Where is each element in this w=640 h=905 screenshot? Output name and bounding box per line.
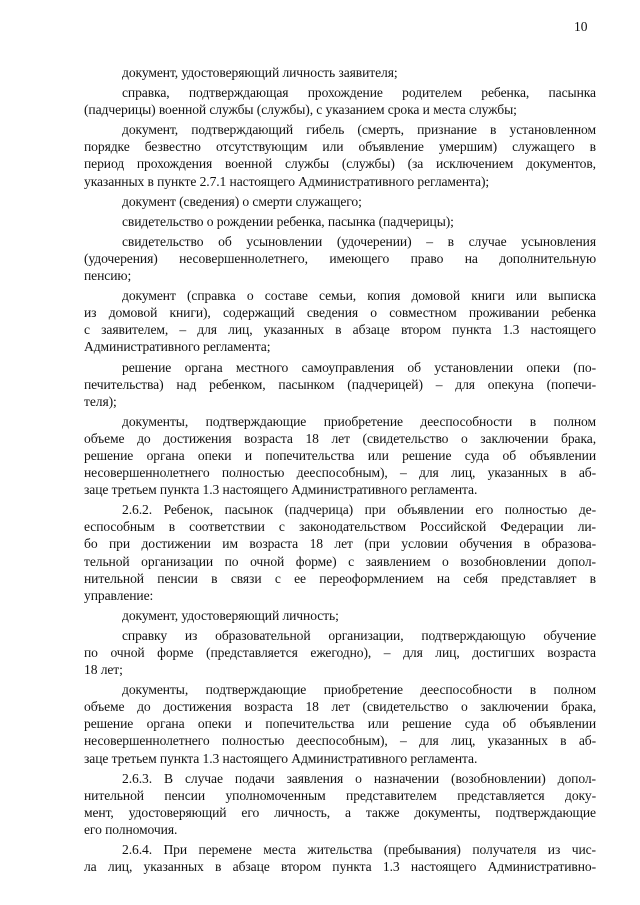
text-line: свидетельство об усыновлении (удочерении) – в случае усыновления <box>122 233 596 249</box>
text-line: теля); <box>84 393 117 409</box>
paragraph <box>84 287 596 355</box>
text-line: документ, удостоверяющий личность; <box>122 607 339 623</box>
text-line: еспособным в соответствии с законодательством Российской Федерации ли- <box>84 519 596 535</box>
document-body <box>84 64 596 878</box>
paragraph <box>84 213 596 230</box>
text-line: решение органа опеки и попечительства или решение суда об объявлении <box>84 447 596 463</box>
text-line: документ, удостоверяющий личность заявителя; <box>122 65 398 80</box>
page-number: 10 <box>574 19 588 34</box>
paragraph <box>84 627 596 678</box>
text-line: 18 лет; <box>84 662 123 678</box>
text-line: указанных в пункте 2.7.1 настоящего Административного регламента); <box>84 173 490 189</box>
text-line: порядке безвестно отсутствующим или объявление умершим) служащего в <box>84 139 596 155</box>
text-line: нительной пенсии уполномоченным представителем представляется доку- <box>84 787 596 803</box>
text-line: документ (справка о составе семьи, копия домовой книги или выписка <box>122 288 596 304</box>
paragraph <box>84 681 596 766</box>
text-line: 2.6.4. При перемене места жительства (пребывания) получателя из чис- <box>122 842 596 858</box>
paragraph <box>84 193 596 210</box>
text-line: управление: <box>84 587 154 603</box>
text-line: свидетельство о рождении ребенка, пасынка (падчерицы); <box>122 213 454 229</box>
text-line: (удочерения) несовершеннолетнего, имеющего право на дополнительную <box>84 250 596 266</box>
paragraph <box>84 413 596 498</box>
paragraph <box>84 841 596 875</box>
paragraph <box>84 84 596 118</box>
text-line: тельной организации по очной форме) с заявлением о возобновлении допол- <box>84 553 596 569</box>
text-line: период прохождения военной службы (службы) (за исключением документов, <box>84 156 596 172</box>
text-line: бо при достижении им возраста 18 лет (при условии обучения в образова- <box>84 536 596 552</box>
text-line: заце третьем пункта 1.3 настоящего Административного регламента. <box>84 482 478 498</box>
text-line: документ (сведения) о смерти служащего; <box>122 193 362 209</box>
paragraph <box>84 501 596 604</box>
text-line: несовершеннолетнего полностью дееспособным), – для лиц, указанных в аб- <box>84 733 596 749</box>
text-line: пенсию; <box>84 268 132 284</box>
paragraph <box>84 770 596 838</box>
text-line: его полномочия. <box>84 821 178 837</box>
text-line: ла лиц, указанных в абзаце втором пункта 1.3 настоящего Административно- <box>84 859 596 875</box>
paragraph <box>84 607 596 624</box>
text-line: Административного регламента; <box>84 339 271 355</box>
text-line: решение органа местного самоуправления об установлении опеки (по- <box>122 359 596 375</box>
text-line: объеме до достижения возраста 18 лет (свидетельство о заключении брака, <box>84 699 596 715</box>
text-line: печительства) над ребенком, пасынком (падчерицей) – для опекуна (попечи- <box>84 376 596 392</box>
paragraph <box>84 64 596 81</box>
text-line: документ, подтверждающий гибель (смерть, признание в установленном <box>122 122 596 138</box>
text-line: документы, подтверждающие приобретение дееспособности в полном <box>122 682 596 698</box>
text-line: 2.6.2. Ребенок, пасынок (падчерица) при объявлении его полностью де- <box>122 502 596 518</box>
text-line: из домовой книги), содержащий сведения о совместном проживании ребенка <box>84 305 596 321</box>
text-line: с заявителем, – для лиц, указанных в абзаце втором пункта 1.3 настоящего <box>84 322 596 338</box>
text-line: объеме до достижения возраста 18 лет (свидетельство о заключении брака, <box>84 430 596 446</box>
text-line: решение органа опеки и попечительства или решение суда об объявлении <box>84 716 596 732</box>
text-line: документы, подтверждающие приобретение дееспособности в полном <box>122 413 596 429</box>
paragraph <box>84 359 596 410</box>
paragraph <box>84 121 596 189</box>
text-line: по очной форме (представляется ежегодно), – для лиц, достигших возраста <box>84 645 596 660</box>
text-line: мент, удостоверяющий его личность, а также документы, подтверждающие <box>84 804 596 820</box>
text-line: справка, подтверждающая прохождение родителем ребенка, пасынка <box>122 85 596 101</box>
paragraph <box>84 233 596 284</box>
text-line: нительной пенсии в связи с ее переоформлением на себя представляет в <box>84 570 596 586</box>
text-line: справку из образовательной организации, подтверждающую обучение <box>122 627 596 643</box>
text-line: (падчерицы) военной службы (службы), с указанием срока и места службы; <box>84 102 517 118</box>
text-line: несовершеннолетнего полностью дееспособным), – для лиц, указанных в аб- <box>84 465 596 481</box>
text-line: 2.6.3. В случае подачи заявления о назначении (возобновлении) допол- <box>122 770 596 786</box>
text-line: заце третьем пункта 1.3 настоящего Административного регламента. <box>84 750 478 766</box>
